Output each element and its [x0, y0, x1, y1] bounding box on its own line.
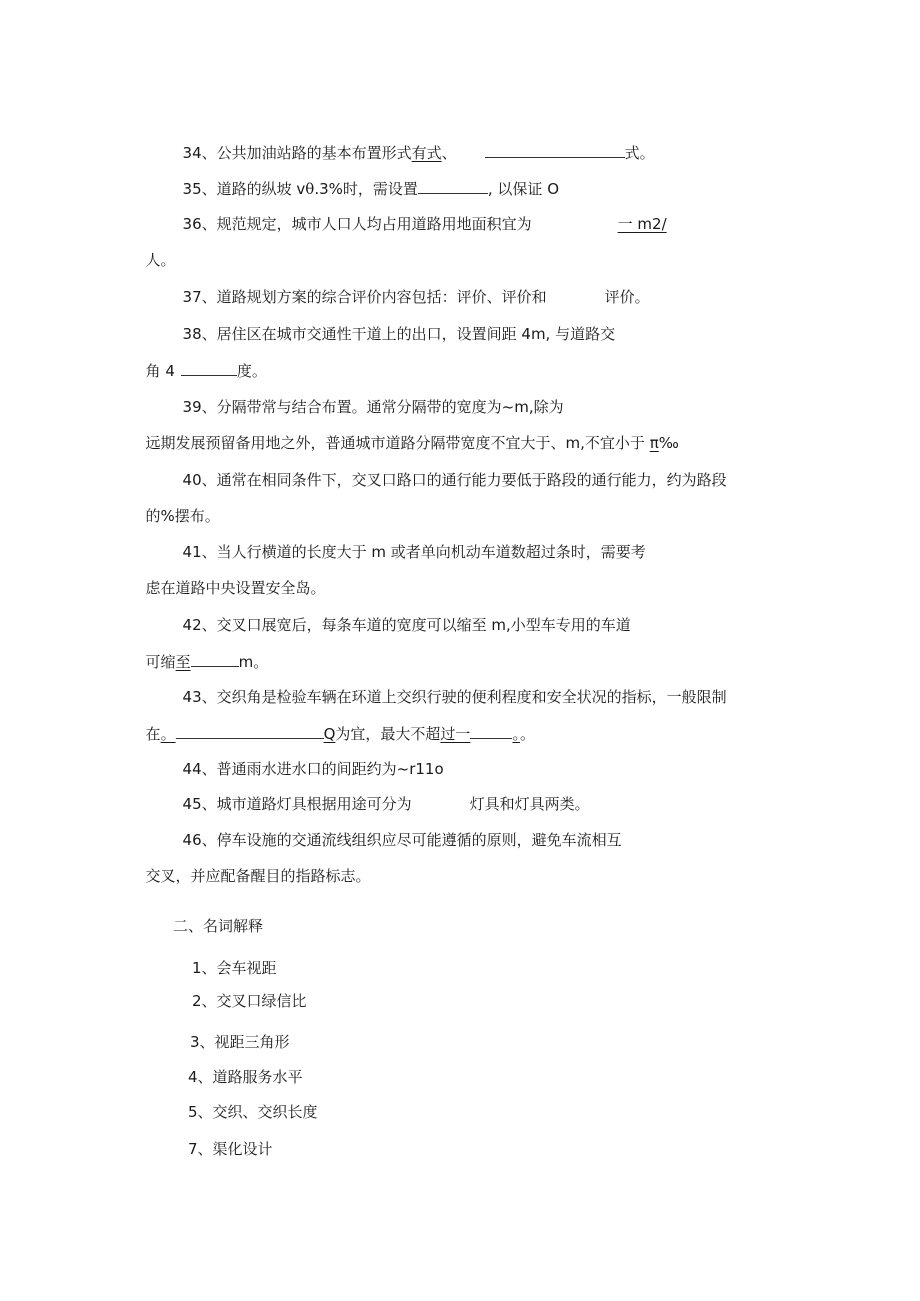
question-45: 45、城市道路灯具根据用途可分为 灯具和灯具两类。 [182, 795, 590, 813]
question-36: 36、规范规定，城市人口人均占用道路用地面积宜为 一 m2/ [182, 215, 667, 233]
question-43-cont: 在。 Q为宜，最大不超过一 。。 [145, 725, 535, 743]
underlined-text: 至 [175, 653, 191, 671]
question-36-cont: 人。 [145, 251, 176, 269]
underlined-text: 过一 [440, 725, 471, 743]
question-38-cont: 角 4 度。 [145, 362, 267, 380]
fill-blank [418, 178, 488, 194]
fill-blank [470, 723, 512, 739]
underlined-text: π [649, 434, 659, 452]
question-40: 40、通常在相同条件下，交叉口路口的通行能力要低于路段的通行能力，约为路段 [182, 471, 727, 489]
question-37: 37、道路规划方案的综合评价内容包括：评价、评价和 评价。 [182, 288, 650, 306]
term-item: 7、渠化设计 [188, 1140, 273, 1158]
question-41-cont: 虑在道路中央设置安全岛。 [145, 579, 326, 597]
fill-blank [176, 723, 324, 739]
fill-blank [191, 651, 239, 667]
section-title: 二、名词解释 [173, 917, 264, 935]
question-43: 43、交织角是检验车辆在环道上交织行驶的便利程度和安全状况的指标，一般限制 [182, 688, 727, 706]
question-35: 35、道路的纵坡 vθ.3%时，需设置 , 以保证 O [182, 180, 560, 198]
underlined-text: Q [323, 725, 336, 743]
question-39: 39、分隔带常与结合布置。通常分隔带的宽度为~m,除为 [182, 398, 564, 416]
question-42-cont: 可缩至 m。 [145, 653, 269, 671]
question-44: 44、普通雨水进水口的间距约为~r11o [182, 760, 444, 778]
term-item: 2、交叉口绿信比 [192, 992, 307, 1010]
term-item: 5、交织、交织长度 [188, 1103, 318, 1121]
question-41: 41、当人行横道的长度大于 m 或者单向机动车道数超过条时，需要考 [182, 543, 646, 561]
question-46: 46、停车设施的交通流线组织应尽可能遵循的原则，避免车流相互 [182, 831, 622, 849]
question-46-cont: 交叉，并应配备醒目的指路标志。 [145, 867, 371, 885]
question-38: 38、居住区在城市交通性干道上的出口，设置间距 4m, 与道路交 [182, 325, 616, 343]
fill-blank [181, 360, 237, 376]
term-item: 1、会车视距 [192, 959, 277, 977]
underlined-text: 有式 [411, 144, 442, 162]
question-40-cont: 的%摆布。 [145, 507, 220, 525]
underlined-text: 。 [512, 725, 520, 743]
question-34: 34、公共加油站路的基本布置形式有式、 式。 [182, 144, 655, 162]
underlined-text: 一 m2/ [617, 215, 667, 233]
question-42: 42、交叉口展宽后，每条车道的宽度可以缩至 m,小型车专用的车道 [182, 616, 631, 634]
underlined-text: 。 [160, 725, 176, 743]
fill-blank [485, 142, 625, 158]
question-39-cont: 远期发展预留备用地之外，普通城市道路分隔带宽度不宜大于、m,不宜小于 π‰ [145, 434, 679, 452]
term-item: 4、道路服务水平 [188, 1068, 303, 1086]
term-item: 3、视距三角形 [190, 1033, 290, 1051]
